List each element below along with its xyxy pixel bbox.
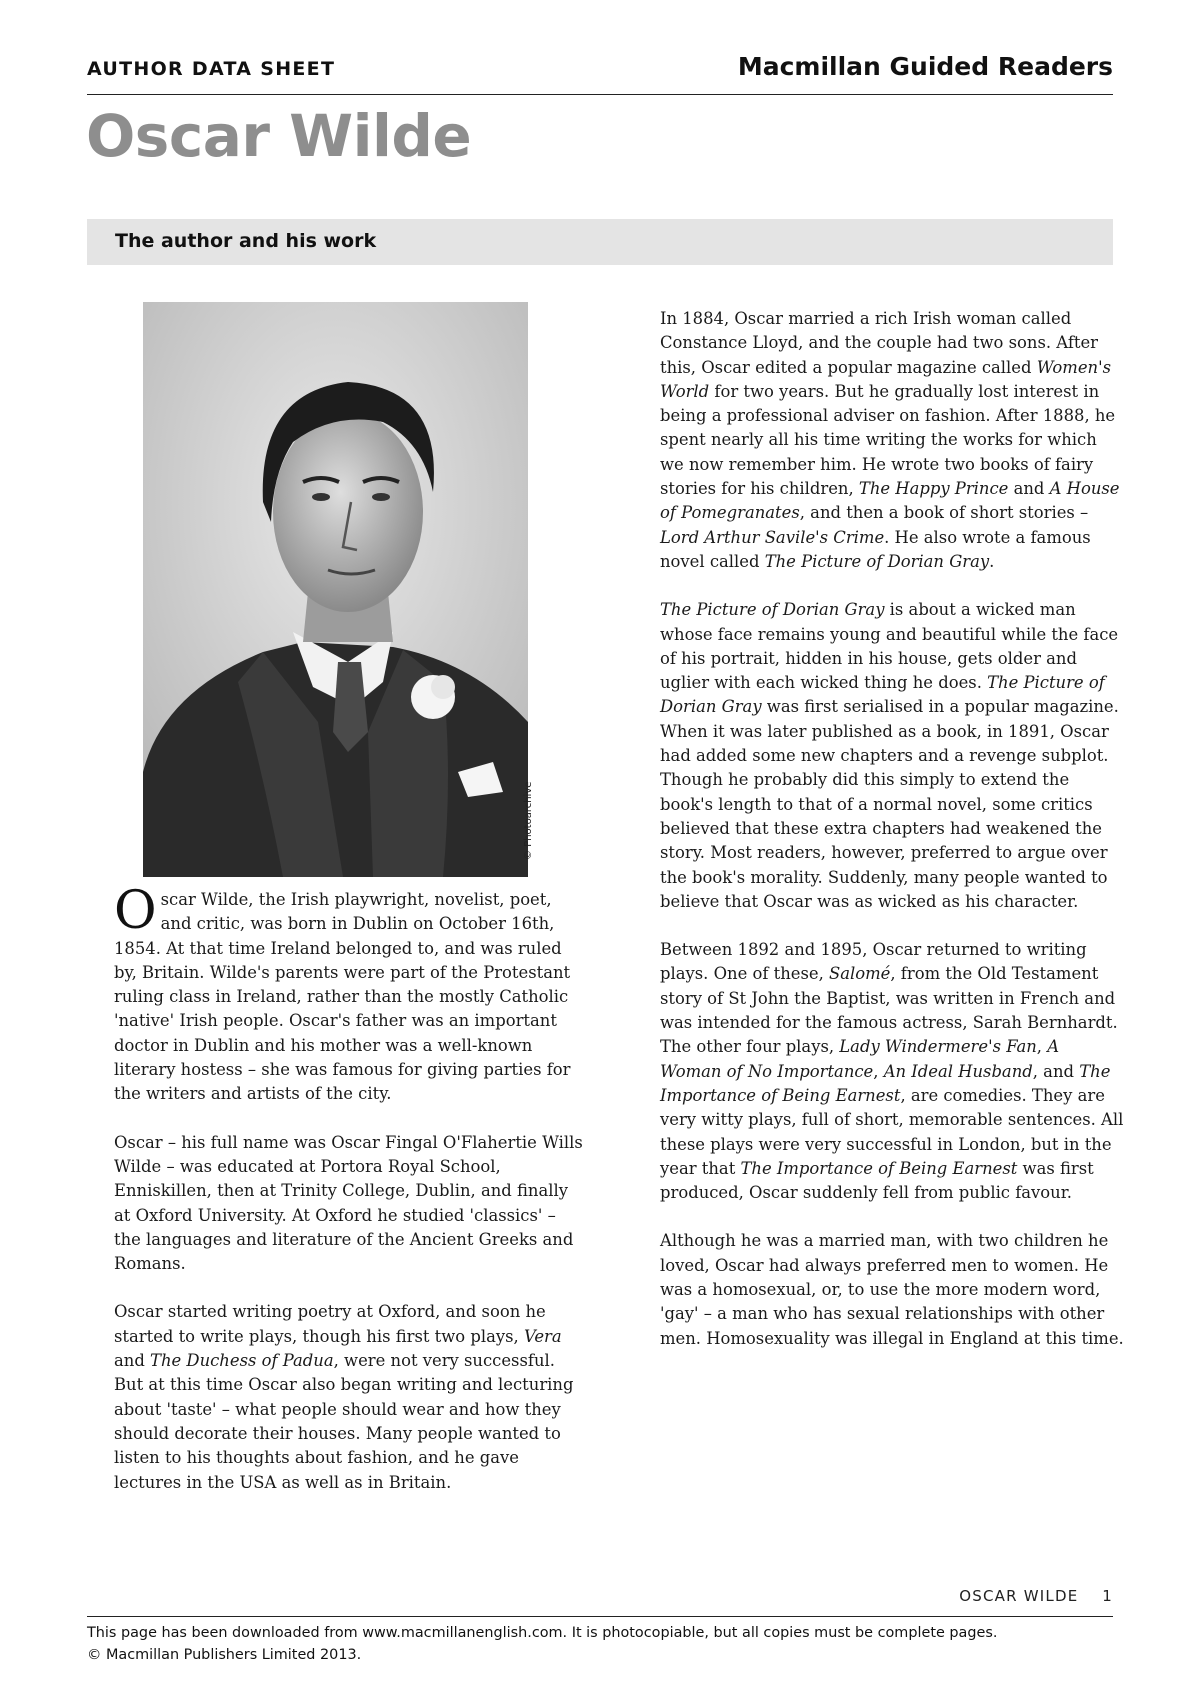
right-column	[660, 307, 1125, 1375]
page-number: 1	[1102, 1587, 1113, 1605]
paragraph-dorian-gray: The Picture of Dorian Gray is about a wicked man whose face remains young and beautiful while the face of his portrait, hidden in his house, gets older and uglier with each wicked thing he does. The Picture of Dorian Gray was first serialised in a popular magazine. When it was later published as a book, in 1891, Oscar had added some new chapters and a revenge subplot. Though he probably did this simply to extend the book's length to that of a normal novel, some critics believed that these extra chapters had weakened the story. Most readers, however, preferred to argue over the book's morality. Suddenly, many people wanted to believe that Oscar was as wicked as his character.	[660, 600, 1119, 911]
paragraph-personal-life: Although he was a married man, with two children he loved, Oscar had always preferred men to women. He was a homosexual, or, to use the more modern word, 'gay' – a man who has sexual relationships with other men. Homosexuality was illegal in England at this time.	[660, 1231, 1124, 1348]
author-portrait	[143, 302, 528, 877]
paragraph-education: Oscar – his full name was Oscar Fingal O'Flahertie Wills Wilde – was educated at Portora Royal School, Enniskillen, then at Trinity College, Dublin, and finally at Oxford University. At Oxford he studied 'classics' – the languages and literature of the Ancient Greeks and Romans.	[114, 1132, 583, 1274]
document-label: AUTHOR DATA SHEET	[87, 58, 336, 80]
photo-credit: © Photoarchive	[523, 781, 534, 860]
paragraph-plays: Between 1892 and 1895, Oscar returned to writing plays. One of these, Salomé, from the Old Testament story of St John the Baptist, was written in French and was intended for the famous actress, Sarah Bernhardt. The other four plays, Lady Windermere's Fan, A Woman of No Importance, An Ideal Husband, and The Importance of Being Earnest, are comedies. They are very witty plays, full of short, memorable sentences. All these plays were very successful in London, but in the year that The Importance of Being Earnest was first produced, Oscar suddenly fell from public favour.	[660, 940, 1124, 1203]
section-heading-bar	[87, 219, 1113, 265]
footer-copyright: © Macmillan Publishers Limited 2013.	[87, 1647, 362, 1663]
left-column	[114, 881, 584, 1519]
section-heading: The author and his work	[115, 230, 377, 252]
paragraph-marriage: In 1884, Oscar married a rich Irish woman called Constance Lloyd, and the couple had two sons. After this, Oscar edited a popular magazine called Women's World for two years. But he gradually lost interest in being a professional adviser on fashion. After 1888, he spent nearly all his time writing the works for which we now remember him. He wrote two books of fairy stories for his children, The Happy Prince and A House of Pomegranates, and then a book of short stories – Lord Arthur Savile's Crime. He also wrote a famous novel called The Picture of Dorian Gray.	[660, 309, 1120, 571]
page-title: Oscar Wilde	[86, 102, 472, 170]
portrait-illustration	[143, 302, 528, 877]
paragraph-birth: Oscar Wilde, the Irish playwright, novelist, poet, and critic, was born in Dublin on October 16th, 1854. At that time Ireland belonged to, and was ruled by, Britain. Wilde's parents were part of the Protestant ruling class in Ireland, rather than the mostly Catholic 'native' Irish people. Oscar's father was an important doctor in Dublin and his mother was a well-known literary hostess – she was famous for giving parties for the writers and artists of the city.	[114, 881, 571, 1104]
footer-page-label: OSCAR WILDE 1	[959, 1587, 1113, 1605]
footer-download-note: This page has been downloaded from www.macmillanenglish.com. It is photocopiable, but all copies must be complete pages.	[87, 1625, 998, 1641]
footer-divider	[87, 1616, 1113, 1617]
paragraph-early-writing: Oscar started writing poetry at Oxford, and soon he started to write plays, though his first two plays, Vera and The Duchess of Padua, were not very successful. But at this time Oscar also began writing and lecturing about 'taste' – what people should wear and how they should decorate their houses. Many people wanted to listen to his thoughts about fashion, and he gave lectures in the USA as well as in Britain.	[114, 1302, 574, 1492]
header-divider	[87, 94, 1113, 95]
publisher-brand: Macmillan Guided Readers	[737, 52, 1113, 81]
footer-notice	[87, 1622, 1137, 1666]
drop-cap: O	[114, 881, 157, 941]
